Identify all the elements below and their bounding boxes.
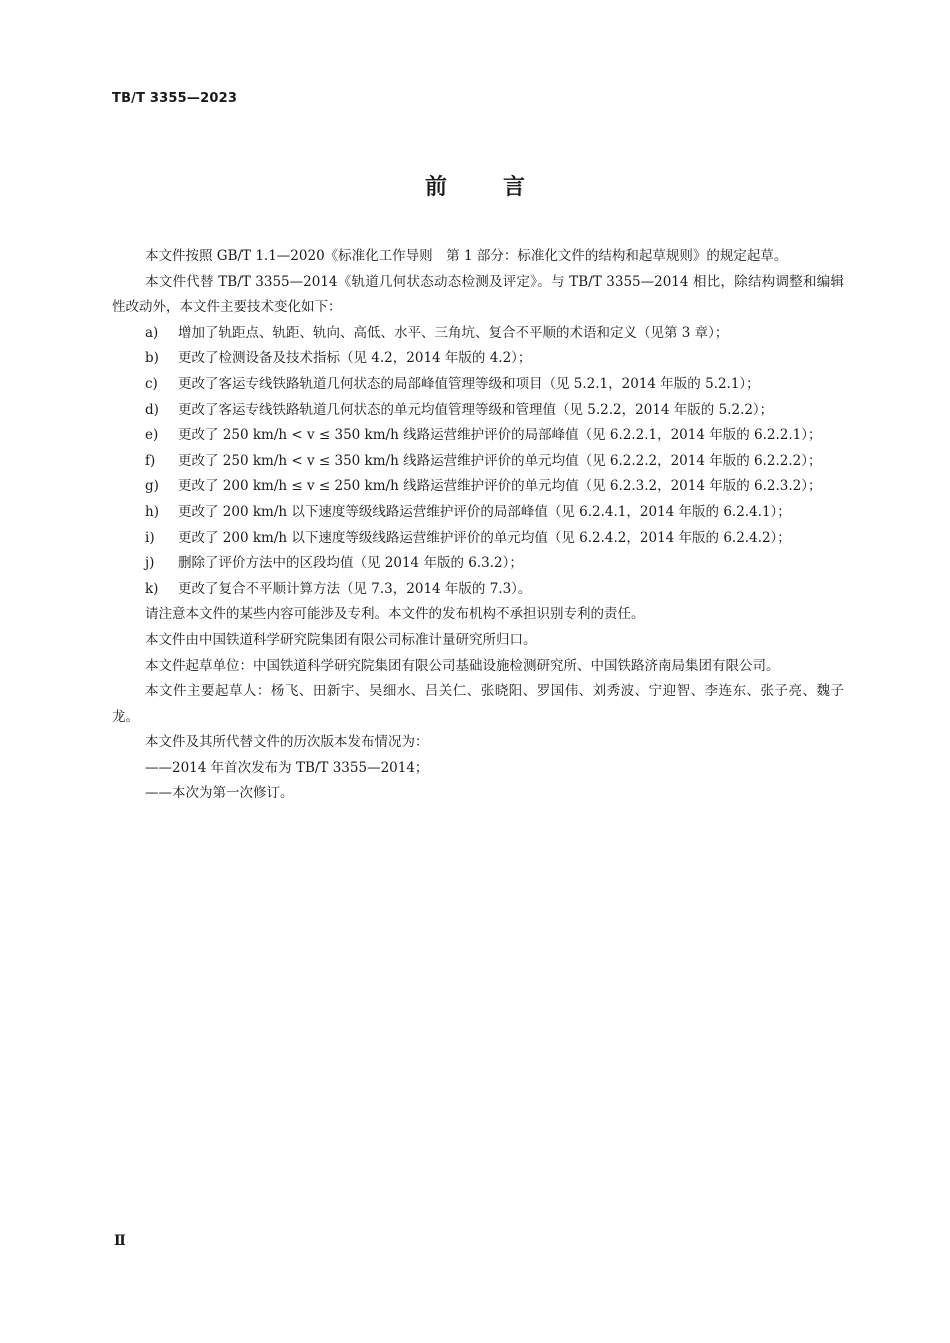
changes-list bbox=[112, 321, 844, 603]
list-marker: c) bbox=[145, 375, 158, 392]
list-item-text: 增加了轨距点、轨距、轨向、高低、水平、三角坑、复合不平顺的术语和定义（见第 3 章）； bbox=[178, 324, 729, 341]
standard-code: TB/T 3355—2023 bbox=[112, 91, 238, 106]
history-item: ——本次为第一次修订。 bbox=[145, 785, 294, 802]
list-item bbox=[112, 423, 844, 449]
list-item bbox=[112, 526, 844, 552]
list-item bbox=[112, 346, 844, 372]
list-marker: d) bbox=[145, 401, 159, 418]
list-marker: b) bbox=[145, 350, 159, 367]
list-marker: i) bbox=[145, 529, 155, 546]
list-item bbox=[112, 449, 844, 475]
list-marker: k) bbox=[145, 580, 159, 597]
list-marker: f) bbox=[145, 452, 156, 469]
paragraph-version-history: 本文件及其所代替文件的历次版本发布情况为： bbox=[145, 734, 429, 751]
list-item bbox=[112, 577, 844, 603]
list-item-text: 更改了检测设备及技术指标（见 4.2，2014 年版的 4.2）； bbox=[178, 350, 532, 367]
list-item bbox=[112, 372, 844, 398]
list-item bbox=[112, 551, 844, 577]
list-marker: j) bbox=[145, 555, 155, 572]
history-item: ——2014 年首次发布为 TB/T 3355—2014； bbox=[145, 759, 429, 776]
list-marker: g) bbox=[145, 478, 159, 495]
paragraph-drafters: 本文件主要起草人：杨飞、田新宇、吴细水、吕关仁、张晓阳、罗国伟、刘秀波、宁迎智、李连东、张子亮、魏子龙。 bbox=[112, 683, 844, 725]
list-item-text: 删除了评价方法中的区段均值（见 2014 年版的 6.3.2）； bbox=[178, 555, 523, 572]
list-item-text: 更改了客运专线铁路轨道几何状态的单元均值管理等级和管理值（见 5.2.2，2014 年版的 5.2.2）； bbox=[178, 401, 774, 418]
list-item-text: 更改了 200 km/h 以下速度等级线路运营维护评价的局部峰值（见 6.2.4.1，2014 年版的 6.2.4.1）； bbox=[178, 503, 791, 520]
list-marker: e) bbox=[145, 427, 159, 444]
list-item-text: 更改了 200 km/h ≤ v ≤ 250 km/h 线路运营维护评价的单元均值（见 6.2.3.2，2014 年版的 6.2.3.2）； bbox=[178, 478, 822, 495]
page-number: Ⅱ bbox=[114, 1233, 126, 1249]
foreword-body bbox=[112, 244, 844, 807]
list-item-text: 更改了 200 km/h 以下速度等级线路运营维护评价的单元均值（见 6.2.4.2，2014 年版的 6.2.4.2）； bbox=[178, 529, 791, 546]
page-title: 前言 bbox=[424, 175, 581, 200]
paragraph-responsible-body: 本文件由中国铁道科学研究院集团有限公司标准计量研究所归口。 bbox=[145, 631, 537, 648]
paragraph-drafting-units: 本文件起草单位：中国铁道科学研究院集团有限公司基础设施检测研究所、中国铁路济南局集团有限公司。 bbox=[145, 657, 780, 674]
list-item bbox=[112, 474, 844, 500]
list-item bbox=[112, 321, 844, 347]
list-item-text: 更改了复合不平顺计算方法（见 7.3，2014 年版的 7.3）。 bbox=[178, 580, 532, 597]
list-item-text: 更改了 250 km/h < v ≤ 350 km/h 线路运营维护评价的局部峰值（见 6.2.2.1，2014 年版的 6.2.2.1）； bbox=[178, 427, 822, 444]
list-item-text: 更改了 250 km/h < v ≤ 350 km/h 线路运营维护评价的单元均值（见 6.2.2.2，2014 年版的 6.2.2.2）； bbox=[178, 452, 822, 469]
paragraph-drafting-rules: 本文件按照 GB/T 1.1—2020《标准化工作导则 第 1 部分：标准化文件的结构和起草规则》的规定起草。 bbox=[145, 248, 788, 264]
paragraph-replacement: 本文件代替 TB/T 3355—2014《轨道几何状态动态检测及评定》。与 TB/T 3355—2014 相比，除结构调整和编辑性改动外，本文件主要技术变化如下： bbox=[112, 273, 844, 316]
list-item bbox=[112, 500, 844, 526]
paragraph-patent-notice: 请注意本文件的某些内容可能涉及专利。本文件的发布机构不承担识别专利的责任。 bbox=[145, 606, 645, 623]
list-marker: h) bbox=[145, 503, 159, 520]
list-marker: a) bbox=[145, 324, 159, 341]
list-item-text: 更改了客运专线铁路轨道几何状态的局部峰值管理等级和项目（见 5.2.1，2014 年版的 5.2.1）； bbox=[178, 375, 760, 392]
list-item bbox=[112, 398, 844, 424]
